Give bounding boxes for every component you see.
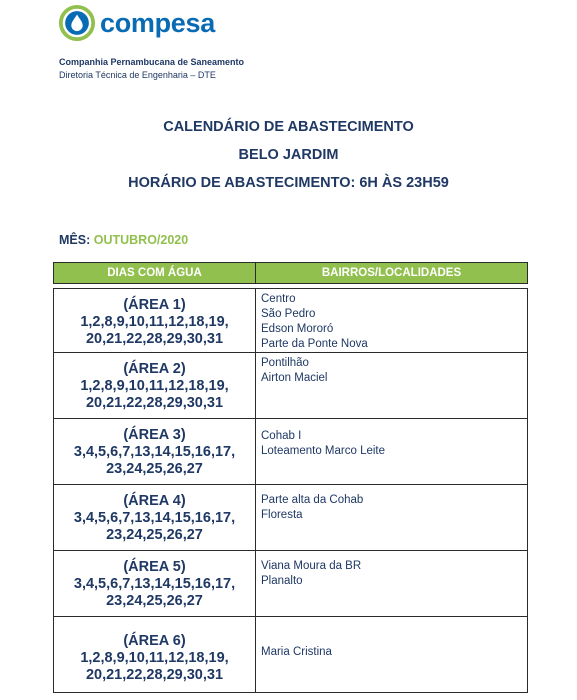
place-name: Centro: [261, 293, 296, 305]
days-line: 3,4,5,6,7,13,14,15,16,17,: [73, 576, 236, 592]
days-cell: [54, 419, 256, 485]
table-row: [54, 353, 528, 419]
days-line: 3,4,5,6,7,13,14,15,16,17,: [73, 444, 236, 460]
title-city: BELO JARDIM: [238, 147, 339, 163]
places-cell: [256, 485, 528, 551]
water-drop-logo-icon: [58, 4, 96, 42]
place-name: Edson Mororó: [261, 323, 334, 335]
month-label: MÊS:: [59, 233, 91, 247]
table-row: [54, 551, 528, 617]
month-value: OUTUBRO/2020: [93, 233, 189, 247]
header-days: DIAS COM ÁGUA: [54, 263, 256, 284]
days-line: 23,24,25,26,27: [106, 593, 203, 609]
place-name: Parte da Ponte Nova: [261, 338, 368, 350]
place-name: Parte alta da Cohab: [261, 494, 364, 506]
place-name: Maria Cristina: [261, 646, 332, 658]
title-schedule: HORÁRIO DE ABASTECIMENTO: 6H ÀS 23H59: [128, 175, 449, 191]
table-row: [54, 419, 528, 485]
company-name: Companhia Pernambucana de Saneamento: [59, 57, 245, 67]
days-cell: [54, 617, 256, 693]
places-cell: [256, 353, 528, 419]
table-row: [54, 485, 528, 551]
place-name: Viana Moura da BR: [261, 560, 362, 572]
table-header-row: [54, 263, 528, 284]
header-places: BAIRROS/LOCALIDADES: [256, 263, 528, 284]
days-line: 23,24,25,26,27: [106, 461, 203, 477]
days-line: 23,24,25,26,27: [106, 527, 203, 543]
days-line: 20,21,22,28,29,30,31: [85, 667, 224, 683]
place-name: São Pedro: [261, 308, 316, 320]
title-calendar: CALENDÁRIO DE ABASTECIMENTO: [163, 119, 414, 135]
area-label: (ÁREA 4): [123, 493, 186, 509]
place-name: Airton Maciel: [261, 372, 328, 384]
compesa-logo: [58, 4, 215, 42]
area-label: (ÁREA 1): [123, 297, 186, 313]
places-cell: [256, 617, 528, 693]
days-line: 20,21,22,28,29,30,31: [85, 331, 224, 347]
place-name: Loteamento Marco Leite: [261, 445, 386, 457]
days-cell: [54, 551, 256, 617]
place-name: Pontilhão: [261, 357, 309, 369]
area-label: (ÁREA 2): [123, 361, 186, 377]
supply-schedule-table: [53, 262, 528, 693]
days-line: 1,2,8,9,10,11,12,18,19,: [80, 314, 229, 330]
days-line: 1,2,8,9,10,11,12,18,19,: [80, 650, 229, 666]
places-cell: [256, 419, 528, 485]
company-division: Diretoria Técnica de Engenharia – DTE: [59, 70, 216, 80]
days-cell: [54, 289, 256, 353]
table-row: [54, 617, 528, 693]
area-label: (ÁREA 5): [123, 559, 186, 575]
month-line: [59, 233, 188, 247]
places-cell: [256, 289, 528, 353]
logo-wordmark: compesa: [100, 8, 215, 38]
place-name: Cohab I: [261, 430, 302, 442]
document-titles: [0, 117, 577, 201]
table-row: [54, 289, 528, 353]
days-line: 3,4,5,6,7,13,14,15,16,17,: [73, 510, 236, 526]
place-name: Floresta: [261, 509, 303, 521]
places-cell: [256, 551, 528, 617]
area-label: (ÁREA 6): [123, 633, 186, 649]
days-line: 20,21,22,28,29,30,31: [85, 395, 224, 411]
company-header: [59, 56, 244, 82]
days-cell: [54, 485, 256, 551]
days-cell: [54, 353, 256, 419]
area-label: (ÁREA 3): [123, 427, 186, 443]
days-line: 1,2,8,9,10,11,12,18,19,: [80, 378, 229, 394]
place-name: Planalto: [261, 575, 303, 587]
